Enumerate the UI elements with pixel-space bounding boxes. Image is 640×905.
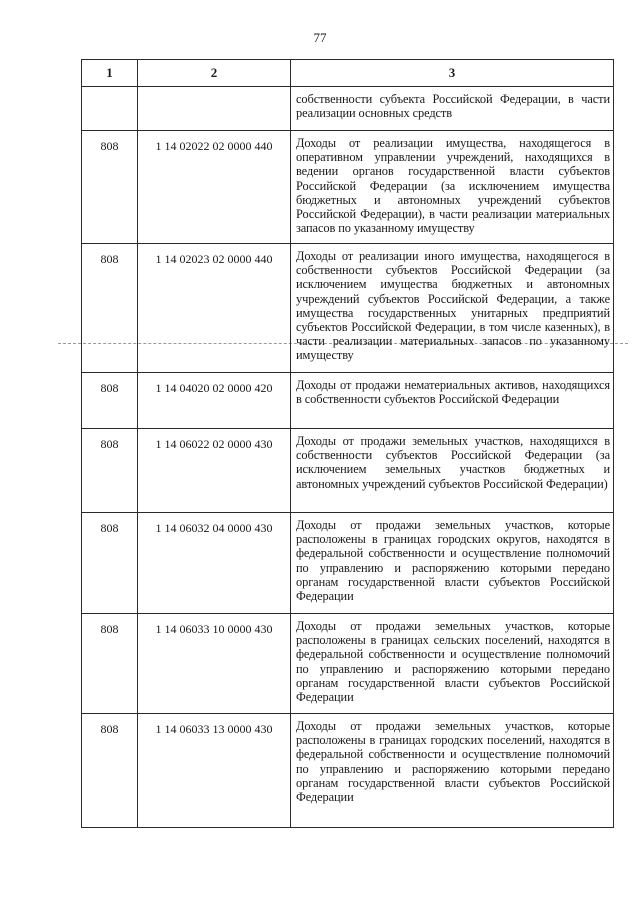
admin-code-cell: 808 [82, 429, 138, 513]
kbk-code-cell: 1 14 06033 10 0000 430 [138, 614, 291, 714]
table-row [82, 714, 614, 828]
table-row [82, 87, 614, 131]
header-col-2: 2 [138, 60, 291, 87]
kbk-code-cell [138, 87, 291, 131]
kbk-code-cell: 1 14 02023 02 0000 440 [138, 244, 291, 373]
description-cell: Доходы от продажи нематериальных активов, находящихся в собственности субъектов Российской Федерации [291, 373, 614, 429]
kbk-code-cell: 1 14 06033 13 0000 430 [138, 714, 291, 828]
header-col-3: 3 [291, 60, 614, 87]
kbk-code-cell: 1 14 06022 02 0000 430 [138, 429, 291, 513]
description-cell: Доходы от реализации имущества, находящегося в оперативном управлении учреждений, находящихся в ведении органов государственной власти субъектов Российской Федерации (за исключением имущества бюджетных и автономных учреждений субъектов Российской Федерации), в части реализации материальных запасов по указанному имуществу [291, 131, 614, 244]
kbk-code-cell: 1 14 04020 02 0000 420 [138, 373, 291, 429]
table-row [82, 429, 614, 513]
kbk-code-cell: 1 14 06032 04 0000 430 [138, 513, 291, 614]
description-cell: Доходы от продажи земельных участков, находящихся в собственности субъектов Российской Федерации (за исключением земельных участков бюджетных и автономных учреждений субъектов Российской Федерации) [291, 429, 614, 513]
table-row [82, 373, 614, 429]
description-cell: собственности субъекта Российской Федерации, в части реализации основных средств [291, 87, 614, 131]
table-row [82, 131, 614, 244]
description-cell: Доходы от реализации иного имущества, находящегося в собственности субъектов Российской Федерации (за исключением имущества бюджетных и автономных учреждений субъектов Российской Федерации, а также имущества государственных унитарных предприятий субъектов Российской Федерации, в том числе казенных), в части реализации материальных запасов по указанному имуществу [291, 244, 614, 373]
kbk-code-cell: 1 14 02022 02 0000 440 [138, 131, 291, 244]
admin-code-cell [82, 87, 138, 131]
admin-code-cell: 808 [82, 131, 138, 244]
admin-code-cell: 808 [82, 614, 138, 714]
admin-code-cell: 808 [82, 513, 138, 614]
table-header-row [82, 60, 614, 87]
revenue-codes-table [81, 59, 614, 828]
description-cell: Доходы от продажи земельных участков, которые расположены в границах городских поселений, находятся в федеральной собственности и осуществление полномочий по управлению и распоряжению которыми передано органам государственной власти субъектов Российской Федерации [291, 714, 614, 828]
admin-code-cell: 808 [82, 373, 138, 429]
header-col-1: 1 [82, 60, 138, 87]
page-number: 77 [313, 30, 327, 45]
admin-code-cell: 808 [82, 244, 138, 373]
admin-code-cell: 808 [82, 714, 138, 828]
table-row [82, 513, 614, 614]
description-cell: Доходы от продажи земельных участков, которые расположены в границах сельских поселений, находятся в федеральной собственности и осуществление полномочий по управлению и распоряжению которыми передано органам государственной власти субъектов Российской Федерации [291, 614, 614, 714]
description-cell: Доходы от продажи земельных участков, которые расположены в границах городских округов, находятся в федеральной собственности и осуществление полномочий по управлению и распоряжению которыми передано органам государственной власти субъектов Российской Федерации [291, 513, 614, 614]
table-row [82, 244, 614, 373]
table-row [82, 614, 614, 714]
